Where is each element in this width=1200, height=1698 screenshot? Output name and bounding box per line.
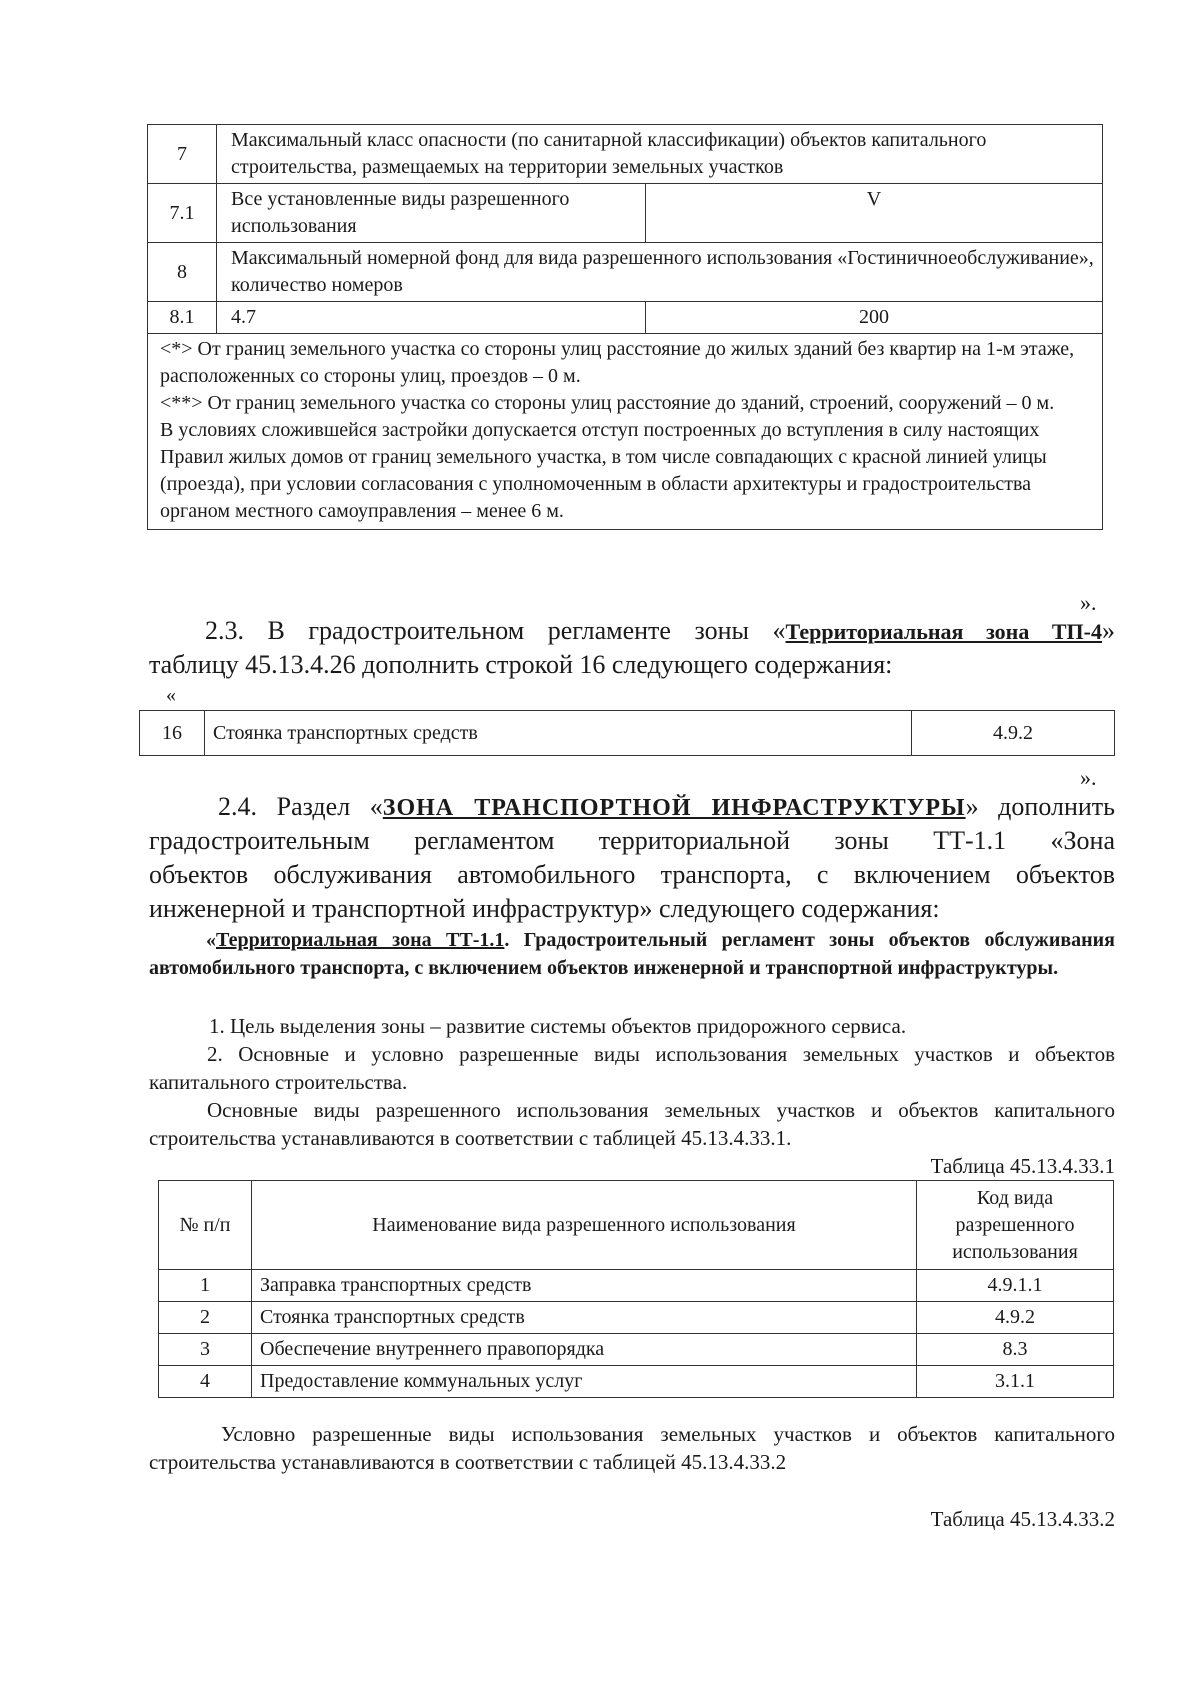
table-row [148, 125, 1103, 184]
table-row [148, 302, 1103, 334]
row-number: 3 [159, 1334, 252, 1366]
row-name: Стоянка транспортных средств [252, 1302, 917, 1334]
row-value: 200 [646, 302, 1103, 334]
row-name: Предоставление коммунальных услуг [252, 1366, 917, 1398]
open-quote: « [166, 684, 176, 706]
paragraph-types: 2. Основные и условно разрешенные виды использования земельных участков и объектов капитального строительства. [149, 1042, 1115, 1094]
row-name: Стоянка транспортных средств [205, 711, 912, 756]
paragraph-main-types: Основные виды разрешенного использования земельных участков и объектов капитального строительства устанавливаются в соответствии с таблицей 45.13.4.33.1. [149, 1098, 1115, 1150]
row-number: 8.1 [148, 302, 217, 334]
table-row [159, 1270, 1114, 1302]
section-2-4-line4: инженерной и транспортной инфраструктур» следующего содержания: [149, 894, 940, 923]
row-number: 8 [148, 243, 217, 302]
paragraph-conditional-types: Условно разрешенные виды использования земельных участков и объектов капитального строительства устанавливаются в соответствии с таблицей 45.13.4.33.2 [149, 1422, 1115, 1474]
row-code: 3.1.1 [917, 1366, 1114, 1398]
section-2-3-line1 [205, 614, 1115, 649]
paragraph-goal: 1. Цель выделения зоны – развитие системы объектов придорожного сервиса. [209, 1014, 907, 1038]
table-row [159, 1302, 1114, 1334]
text-fragment: . Градостроительный регламент зоны объектов обслуживания автомобильного транспорта, с включением объектов инженерной и транспортной инфраструктуры. [149, 929, 1116, 979]
row-number: 1 [159, 1270, 252, 1302]
table-row [148, 334, 1103, 530]
row-value: V [646, 184, 1103, 243]
table-row [159, 1334, 1114, 1366]
note-text: <**> От границ земельного участка со стороны улиц расстояние до зданий, строений, сооружений – 0 м. [160, 392, 1055, 414]
row-16-table [139, 710, 1115, 756]
row-number: 4 [159, 1366, 252, 1398]
zone-name: Территориальная зона ТТ-1.1 [216, 929, 505, 951]
col-header: Код вида разрешенного использования [917, 1181, 1114, 1270]
row-code: 4.7 [217, 302, 646, 334]
row-text: Максимальный класс опасности (по санитарной классификации) объектов капитального строительства, размещаемых на территории земельных участков [217, 125, 1103, 184]
closing-quote: ». [1080, 765, 1097, 790]
zone-name: Территориальная зона ТП-4 [785, 619, 1102, 644]
section-2-4-line3: объектов обслуживания автомобильного транспорта, с включением объектов [149, 860, 1115, 889]
text-fragment: » [1102, 616, 1115, 645]
row-code: 4.9.2 [917, 1302, 1114, 1334]
row-code: 8.3 [917, 1334, 1114, 1366]
text-fragment: » дополнить [965, 792, 1116, 821]
table-caption: Таблица 45.13.4.33.2 [930, 1507, 1115, 1531]
row-code: 4.9.1.1 [917, 1270, 1114, 1302]
row-text: Максимальный номерной фонд для вида разрешенного использования «Гостиничноеобслуживание», количество номеров [217, 243, 1103, 302]
text-fragment: « [206, 929, 216, 951]
notes-cell [148, 334, 1103, 530]
section-2-4-line1 [218, 790, 1115, 825]
col-header: Наименование вида разрешенного использования [252, 1181, 917, 1270]
note-text: <*> От границ земельного участка со стороны улиц расстояние до жилых зданий без квартир на 1-м этаже, расположенных со стороны улиц, проездов – 0 м. [160, 338, 1075, 387]
row-number: 2 [159, 1302, 252, 1334]
table-row [159, 1366, 1114, 1398]
table-caption: Таблица 45.13.4.33.1 [930, 1154, 1115, 1178]
regulation-params-table [147, 124, 1103, 530]
row-name: Заправка транспортных средств [252, 1270, 917, 1302]
table-row [148, 243, 1103, 302]
row-number: 16 [140, 711, 205, 756]
table-header-row [159, 1181, 1114, 1270]
table-row [140, 711, 1115, 756]
col-header: № п/п [159, 1181, 252, 1270]
row-name: Обеспечение внутреннего правопорядка [252, 1334, 917, 1366]
row-text: Все установленные виды разрешенного использования [217, 184, 646, 243]
note-text: В условиях сложившейся застройки допускается отступ построенных до вступления в силу настоящих Правил жилых домов от границ земельного участка, в том числе совпадающих с красной линией улицы (проезда), при условии согласования с уполномоченным в области архитектуры и градостроительства органом местного самоуправления – менее 6 м. [160, 419, 1047, 522]
section-2-4-line2: градостроительным регламентом территориальной зоны ТТ-1.1 «Зона [149, 826, 1115, 855]
section-2-3-line2: таблицу 45.13.4.26 дополнить строкой 16 следующего содержания: [149, 650, 893, 679]
row-number: 7 [148, 125, 217, 184]
main-uses-table [158, 1180, 1114, 1398]
text-fragment: 2.3. В градостроительном регламенте зоны « [205, 616, 786, 645]
section-name: ЗОНА ТРАНСПОРТНОЙ ИНФРАСТРУКТУРЫ [382, 795, 966, 821]
table-row [148, 184, 1103, 243]
closing-quote: ». [1080, 590, 1097, 615]
text-fragment: 2.4. Раздел « [218, 792, 383, 821]
row-number: 7.1 [148, 184, 217, 243]
zone-heading [149, 926, 1115, 982]
row-code: 4.9.2 [912, 711, 1115, 756]
